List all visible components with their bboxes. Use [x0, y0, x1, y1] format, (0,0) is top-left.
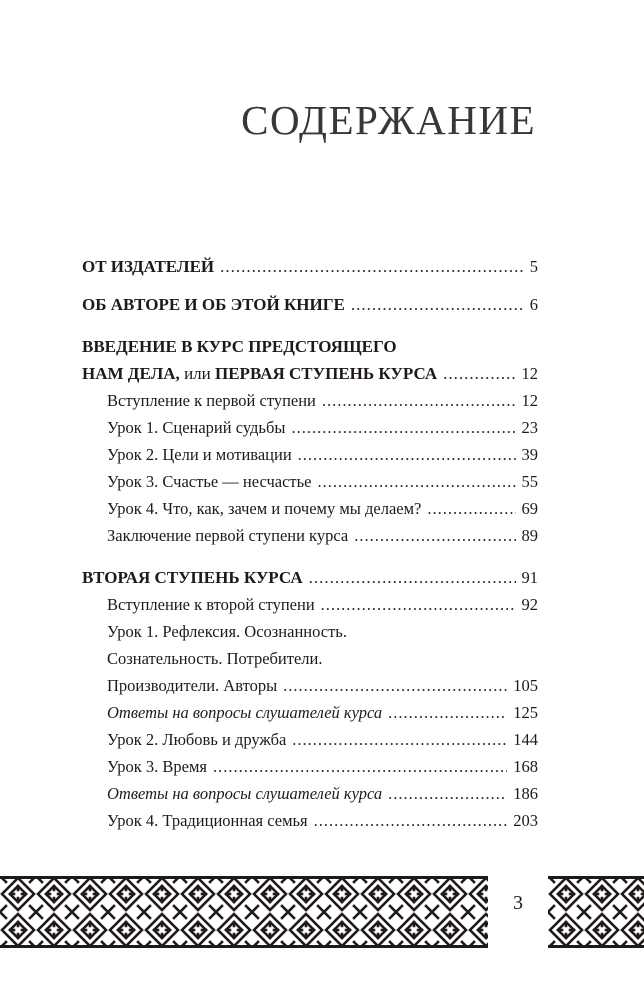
toc-entry-second-stage[interactable]	[82, 565, 538, 591]
toc-entry-first-stage-conclusion[interactable]	[107, 523, 538, 549]
toc-entry-label: Урок 2. Любовь и дружба	[107, 730, 287, 749]
dot-leader	[314, 808, 508, 834]
toc-entry-page: 39	[521, 445, 538, 464]
dot-leader	[213, 754, 507, 780]
toc-entry-page: 89	[521, 526, 538, 545]
toc-entry-about-author[interactable]	[82, 292, 538, 318]
toc-entry-label: ВТОРАЯ СТУПЕНЬ КУРСА	[82, 568, 303, 587]
toc-entry-page: 125	[513, 703, 538, 722]
toc-entry-label: Урок 3. Счастье — несчастье	[107, 472, 312, 491]
toc-entry-page: 12	[521, 391, 538, 410]
table-of-contents	[82, 0, 538, 1000]
toc-entry-label: Производители. Авторы	[107, 676, 278, 695]
toc-entry-intro-line1[interactable]: ВВЕДЕНИЕ В КУРС ПРЕДСТОЯЩЕГО	[82, 337, 397, 356]
toc-entry-label: Ответы на вопросы слушателей курса	[107, 784, 383, 803]
ornament-border-left	[0, 876, 488, 948]
toc-entry-intro-first-stage[interactable]	[107, 388, 538, 414]
dot-leader	[321, 592, 516, 618]
toc-entry-page: 168	[513, 757, 538, 776]
toc-entry-label: Урок 1. Сценарий судьбы	[107, 418, 286, 437]
toc-entry-label: ОТ ИЗДАТЕЛЕЙ	[82, 257, 215, 276]
toc-entry-label: ОБ АВТОРЕ И ОБ ЭТОЙ КНИГЕ	[82, 295, 345, 314]
toc-entry-label	[82, 361, 437, 387]
toc-entry-label-part: или	[179, 364, 215, 383]
page-title-text: СОДЕРЖАНИЕ	[241, 97, 536, 143]
toc-entry-lesson4[interactable]	[107, 496, 538, 522]
toc-entry-label: Урок 2. Цели и мотивации	[107, 445, 292, 464]
toc-entry-lesson2[interactable]	[107, 442, 538, 468]
ornament-border-right	[548, 876, 644, 948]
toc-entry-page: 92	[521, 595, 538, 614]
toc-entry-page: 203	[513, 811, 538, 830]
toc-entry-answers-2[interactable]	[107, 781, 538, 807]
toc-entry-label-part: ПЕРВАЯ СТУПЕНЬ КУРСА	[215, 364, 438, 383]
toc-entry-s2-lesson1-line1[interactable]: Урок 1. Рефлексия. Осознанность.	[107, 622, 347, 641]
dot-leader	[309, 565, 516, 591]
toc-entry-intro[interactable]	[82, 361, 538, 387]
toc-entry-page: 6	[529, 295, 538, 314]
toc-entry-label: Вступление к второй ступени	[107, 595, 315, 614]
toc-entry-page: 144	[513, 730, 538, 749]
toc-entry-label: Вступление к первой ступени	[107, 391, 316, 410]
toc-entry-label: Заключение первой ступени курса	[107, 526, 349, 545]
toc-entry-s2-lesson4[interactable]	[107, 808, 538, 834]
toc-entry-lesson3[interactable]	[107, 469, 538, 495]
toc-entry-page: 105	[513, 676, 538, 695]
toc-entry-s2-lesson2[interactable]	[107, 727, 538, 753]
toc-entry-page: 69	[521, 499, 538, 518]
toc-entry-publishers[interactable]	[82, 254, 538, 280]
toc-entry-s2-lesson1-line2[interactable]: Сознательность. Потребители.	[107, 649, 323, 668]
toc-entry-label: Урок 4. Что, как, зачем и почему мы делаем?	[107, 499, 422, 518]
toc-entry-answers-1[interactable]	[107, 700, 538, 726]
dot-leader	[322, 388, 516, 414]
toc-entry-page: 5	[529, 257, 538, 276]
toc-entry-s2-lesson3[interactable]	[107, 754, 538, 780]
toc-entry-page: 12	[521, 364, 538, 383]
dot-leader	[298, 442, 516, 468]
dot-leader	[388, 781, 507, 807]
toc-entry-lesson1[interactable]	[107, 415, 538, 441]
toc-entry-label: Урок 4. Традиционная семья	[107, 811, 308, 830]
toc-entry-page: 23	[521, 418, 538, 437]
dot-leader	[292, 727, 507, 753]
dot-leader	[443, 361, 515, 387]
page-number: 3	[513, 892, 523, 914]
toc-entry-page: 55	[521, 472, 538, 491]
dot-leader	[220, 254, 524, 280]
dot-leader	[354, 523, 515, 549]
toc-entry-page: 91	[521, 568, 538, 587]
dot-leader	[317, 469, 515, 495]
dot-leader	[291, 415, 515, 441]
dot-leader	[427, 496, 515, 522]
toc-entry-s2-lesson1[interactable]	[107, 673, 538, 699]
dot-leader	[283, 673, 507, 699]
dot-leader	[388, 700, 507, 726]
toc-entry-intro-second-stage[interactable]	[107, 592, 538, 618]
toc-entry-label: Урок 3. Время	[107, 757, 207, 776]
dot-leader	[351, 292, 524, 318]
toc-entry-label: Ответы на вопросы слушателей курса	[107, 703, 383, 722]
toc-entry-page: 186	[513, 784, 538, 803]
toc-entry-label-part: НАМ ДЕЛА,	[82, 364, 180, 383]
